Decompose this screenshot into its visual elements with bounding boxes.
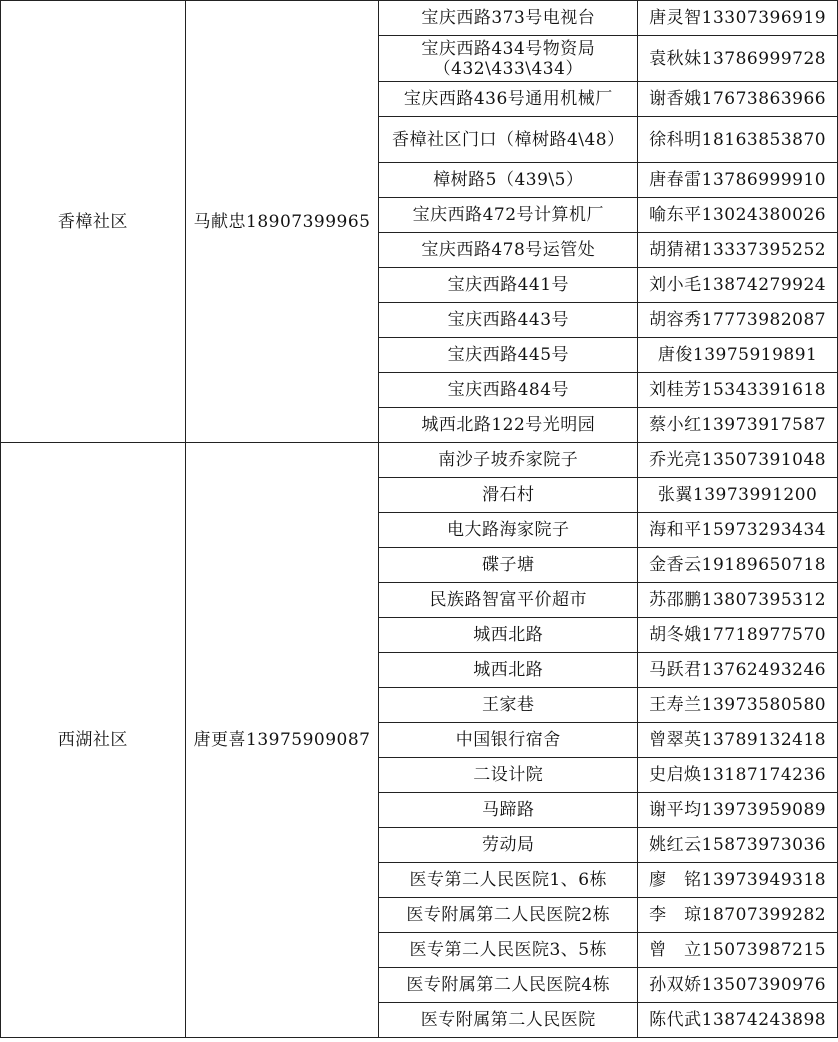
contact-cell: 曾 立15073987215 bbox=[638, 933, 838, 968]
building-cell: 宝庆西路441号 bbox=[379, 268, 638, 303]
table-row bbox=[1, 1, 838, 36]
contact-cell: 曾翠英13789132418 bbox=[638, 723, 838, 758]
building-cell: 电大路海家院子 bbox=[379, 513, 638, 548]
building-cell: 宝庆西路443号 bbox=[379, 303, 638, 338]
community-name-cell: 西湖社区 bbox=[1, 443, 186, 1038]
contact-cell: 海和平15973293434 bbox=[638, 513, 838, 548]
building-cell: 香樟社区门口（樟树路4\48） bbox=[379, 117, 638, 163]
contact-cell: 唐灵智13307396919 bbox=[638, 1, 838, 36]
contact-cell: 唐俊13975919891 bbox=[638, 338, 838, 373]
building-cell: 医专第二人民医院3、5栋 bbox=[379, 933, 638, 968]
building-cell: 城西北路 bbox=[379, 618, 638, 653]
contact-cell: 张翼13973991200 bbox=[638, 478, 838, 513]
contact-cell: 王寿兰13973580580 bbox=[638, 688, 838, 723]
contact-cell: 谢平均13973959089 bbox=[638, 793, 838, 828]
community-leader-cell: 马献忠18907399965 bbox=[185, 1, 379, 443]
contact-cell: 孙双娇13507390976 bbox=[638, 968, 838, 1003]
community-name-cell: 香樟社区 bbox=[1, 1, 186, 443]
contact-cell: 谢香娥17673863966 bbox=[638, 82, 838, 117]
contact-cell: 史启焕13187174236 bbox=[638, 758, 838, 793]
building-cell: 宝庆西路373号电视台 bbox=[379, 1, 638, 36]
contact-cell: 陈代武13874243898 bbox=[638, 1003, 838, 1038]
building-cell: 医专附属第二人民医院 bbox=[379, 1003, 638, 1038]
contact-cell: 唐春雷13786999910 bbox=[638, 163, 838, 198]
building-cell: 碟子塘 bbox=[379, 548, 638, 583]
contact-cell: 徐科明18163853870 bbox=[638, 117, 838, 163]
building-cell: 王家巷 bbox=[379, 688, 638, 723]
table-body bbox=[1, 1, 838, 1038]
building-cell: 医专第二人民医院1、6栋 bbox=[379, 863, 638, 898]
contact-cell: 马跃君13762493246 bbox=[638, 653, 838, 688]
contact-cell: 刘桂芳15343391618 bbox=[638, 373, 838, 408]
contact-cell: 廖 铭13973949318 bbox=[638, 863, 838, 898]
building-cell: 医专附属第二人民医院2栋 bbox=[379, 898, 638, 933]
contact-cell: 姚红云15873973036 bbox=[638, 828, 838, 863]
contact-cell: 蔡小红13973917587 bbox=[638, 408, 838, 443]
building-cell: 马蹄路 bbox=[379, 793, 638, 828]
contact-cell: 袁秋妹13786999728 bbox=[638, 36, 838, 82]
contact-cell: 李 琼18707399282 bbox=[638, 898, 838, 933]
contact-cell: 乔光亮13507391048 bbox=[638, 443, 838, 478]
building-cell: 宝庆西路484号 bbox=[379, 373, 638, 408]
contact-cell: 胡猜裙13337395252 bbox=[638, 233, 838, 268]
building-cell: 城西北路122号光明园 bbox=[379, 408, 638, 443]
table-row bbox=[1, 443, 838, 478]
building-cell: 民族路智富平价超市 bbox=[379, 583, 638, 618]
community-leader-cell: 唐更喜13975909087 bbox=[185, 443, 379, 1038]
contact-cell: 刘小毛13874279924 bbox=[638, 268, 838, 303]
building-cell: 滑石村 bbox=[379, 478, 638, 513]
building-cell: 中国银行宿舍 bbox=[379, 723, 638, 758]
building-cell: 医专附属第二人民医院4栋 bbox=[379, 968, 638, 1003]
contact-cell: 喻东平13024380026 bbox=[638, 198, 838, 233]
building-cell: 樟树路5（439\5） bbox=[379, 163, 638, 198]
building-cell: 宝庆西路478号运管处 bbox=[379, 233, 638, 268]
building-cell: 宝庆西路434号物资局（432\433\434） bbox=[379, 36, 638, 82]
contact-cell: 胡容秀17773982087 bbox=[638, 303, 838, 338]
contact-cell: 金香云19189650718 bbox=[638, 548, 838, 583]
building-cell: 二设计院 bbox=[379, 758, 638, 793]
building-cell: 宝庆西路436号通用机械厂 bbox=[379, 82, 638, 117]
building-cell: 南沙子坡乔家院子 bbox=[379, 443, 638, 478]
building-cell: 城西北路 bbox=[379, 653, 638, 688]
building-cell: 宝庆西路472号计算机厂 bbox=[379, 198, 638, 233]
building-cell: 宝庆西路445号 bbox=[379, 338, 638, 373]
contact-cell: 苏邵鹏13807395312 bbox=[638, 583, 838, 618]
contact-cell: 胡冬娥17718977570 bbox=[638, 618, 838, 653]
building-cell: 劳动局 bbox=[379, 828, 638, 863]
